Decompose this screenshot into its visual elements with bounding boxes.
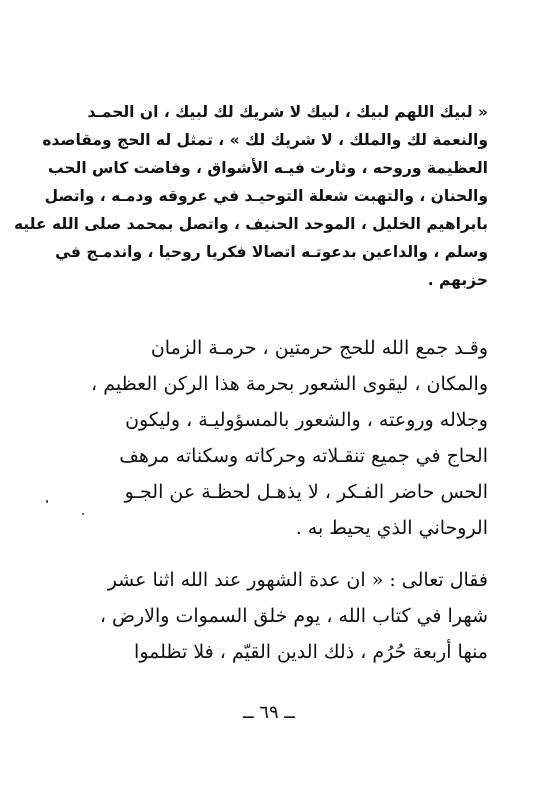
quote-line: وسلم ، والداعين بدعوتـه اتصالا فكريا روحيا ، واندمـج في — [55, 243, 488, 261]
paragraph-line: منها أربعة حُرُم ، ذلك الدين القيّم ، فلا تظلموا — [134, 641, 488, 663]
paragraph-line: فقال تعالى : « ان عدة الشهور عند الله اثنا عشر — [107, 569, 488, 591]
quran-verse-paragraph — [70, 562, 488, 670]
quote-line: « لبيك اللهم لبيك ، لبيك لا شريك لك لبيك ، ان الحمـد — [87, 103, 488, 121]
quote-line: العظيمة وروحه ، وثارت فيـه الأشواق ، وفاضت كاس الحب — [47, 159, 488, 177]
paragraph-line: وقـد جمع الله للحج حرمتين ، حرمـة الزمان — [150, 337, 488, 359]
paragraph-line: الحس حاضر الفـكر ، لا يذهـل لحظـة عن الجـو — [124, 481, 488, 503]
quote-line: والحنان ، والتهبت شعلة التوحيـد في عروقه ودمـه ، واتصل — [44, 187, 488, 205]
print-speck — [46, 500, 48, 503]
paragraph-line: شهرا في كتاب الله ، يوم خلق السموات والارض ، — [99, 605, 488, 627]
paragraph-line: وجلاله وروعته ، والشعور بالمسؤوليـة ، وليكون — [125, 409, 488, 431]
print-speck — [82, 513, 84, 515]
paragraph-line: والمكان ، ليقوى الشعور بحرمة هذا الركن العظيم ، — [91, 373, 488, 395]
quote-line: والنعمة لك والملك ، لا شريك لك » ، تمثل له الحج ومقاصده — [42, 131, 488, 149]
page-number: ــ ٦٩ ــ — [243, 702, 295, 723]
two-sanctities-paragraph — [70, 330, 488, 546]
quote-line: حزبهم . — [427, 271, 488, 289]
quote-line: بابراهيم الخليل ، الموحد الحنيف ، واتصل بمحمد صلى الله عليه — [13, 215, 488, 233]
talbiyah-quote-paragraph — [13, 98, 488, 294]
paragraph-line: الروحاني الذي يحيط به . — [295, 517, 488, 539]
paragraph-line: الحاج في جميع تنقـلاته وحركاته وسكناته مرهف — [119, 445, 488, 467]
